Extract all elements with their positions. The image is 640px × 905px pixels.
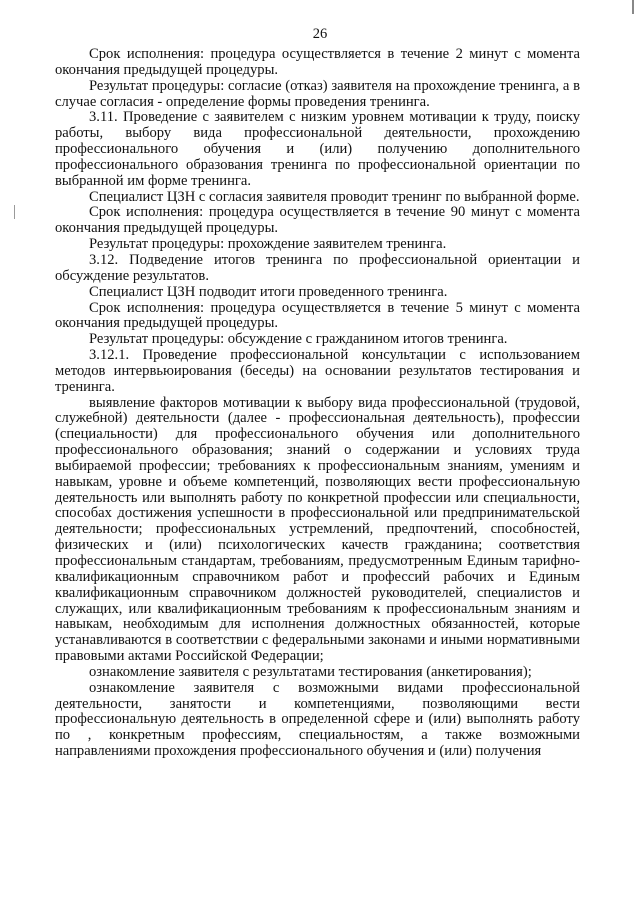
paragraph-deadline-5min: Срок исполнения: процедура осуществляется в течение 5 минут с момента окончания предыдущей процедуры. — [55, 299, 580, 332]
scan-margin-mark — [14, 205, 15, 219]
paragraph-motivation-factors: выявление факторов мотивации к выбору вида профессиональной (трудовой, служебной) деятельности (далее - профессиональная деятельность), профессии (специальности) для профессионального обучения или дополнительного профессионального образования; знаний о содержании и условиях труда выбираемой профессии; требованиях к профессиональным знаниям, умениям и навыкам, уровне и объеме компетенций, позволяющих вести профессиональную деятельность или выполнять работу по конкретной профессии или специальности, способах достижения успешности в профессиональной или предпринимательской деятельности; профессиональных устремлений, предпочтений, способностей, физических и (или) психологических качеств гражданина; соответствия профессиональным стандартам, требованиям, предусмотренным Единым тарифно-квалификационным справочником работ и профессий рабочих и Единым квалификационным справочником должностей руководителей, специалистов и служащих, или квалификационным требованиям к профессиональным знаниям и навыкам, необходимым для исполнения должностных обязанностей, которые устанавливаются в соответствии с федеральными законами и иными нормативными правовыми актами Российской Федерации; — [55, 394, 580, 665]
page-number: 26 — [312, 26, 328, 42]
paragraph-test-results: ознакомление заявителя с результатами тестирования (анкетирования); — [89, 663, 532, 680]
scan-edge-mark — [632, 0, 634, 14]
paragraph-result-discussion: Результат процедуры: обсуждение с гражданином итогов тренинга. — [89, 331, 508, 348]
paragraph-specialist-training: Специалист ЦЗН с согласия заявителя проводит тренинг по выбранной форме. — [89, 188, 580, 205]
paragraph-section-3-12-1: 3.12.1. Проведение профессиональной консультации с использованием методов интервьюирования (беседы) на основании результатов тестирования и тренинга. — [55, 347, 580, 395]
paragraph-deadline-2min: Срок исполнения: процедура осуществляется в течение 2 минут с момента окончания предыдущей процедуры. — [55, 46, 580, 78]
paragraph-specialist-summary: Специалист ЦЗН подводит итоги проведенного тренинга. — [89, 283, 448, 300]
paragraph-deadline-90min: Срок исполнения: процедура осуществляется в течение 90 минут с момента окончания предыдущей процедуры. — [55, 204, 580, 237]
paragraph-result-consent: Результат процедуры: согласие (отказ) заявителя на прохождение тренинга, а в случае согласия - определение формы проведения тренинга. — [55, 77, 580, 110]
paragraph-result-training: Результат процедуры: прохождение заявителем тренинга. — [89, 236, 447, 253]
document-body — [55, 47, 580, 760]
paragraph-section-3-12: 3.12. Подведение итогов тренинга по профессиональной ориентации и обсуждение результатов. — [55, 251, 580, 284]
paragraph-professional-options: ознакомление заявителя с возможными видами профессиональной деятельности, занятости и компетенциями, позволяющими вести профессиональную деятельность в определенной сфере и (или) выполнять работу по , конкретным профессиям, специальностям, а также возможными направлениями прохождения профессионального обучения и (или) получения — [55, 679, 580, 760]
paragraph-section-3-11: 3.11. Проведение с заявителем с низким уровнем мотивации к труду, поиску работы, выбору вида профессиональной деятельности, прохождению профессионального обучения и (или) получению дополнительного профессионального образования тренинга по профессиональной ориентации по выбранной им форме тренинга. — [55, 109, 580, 189]
